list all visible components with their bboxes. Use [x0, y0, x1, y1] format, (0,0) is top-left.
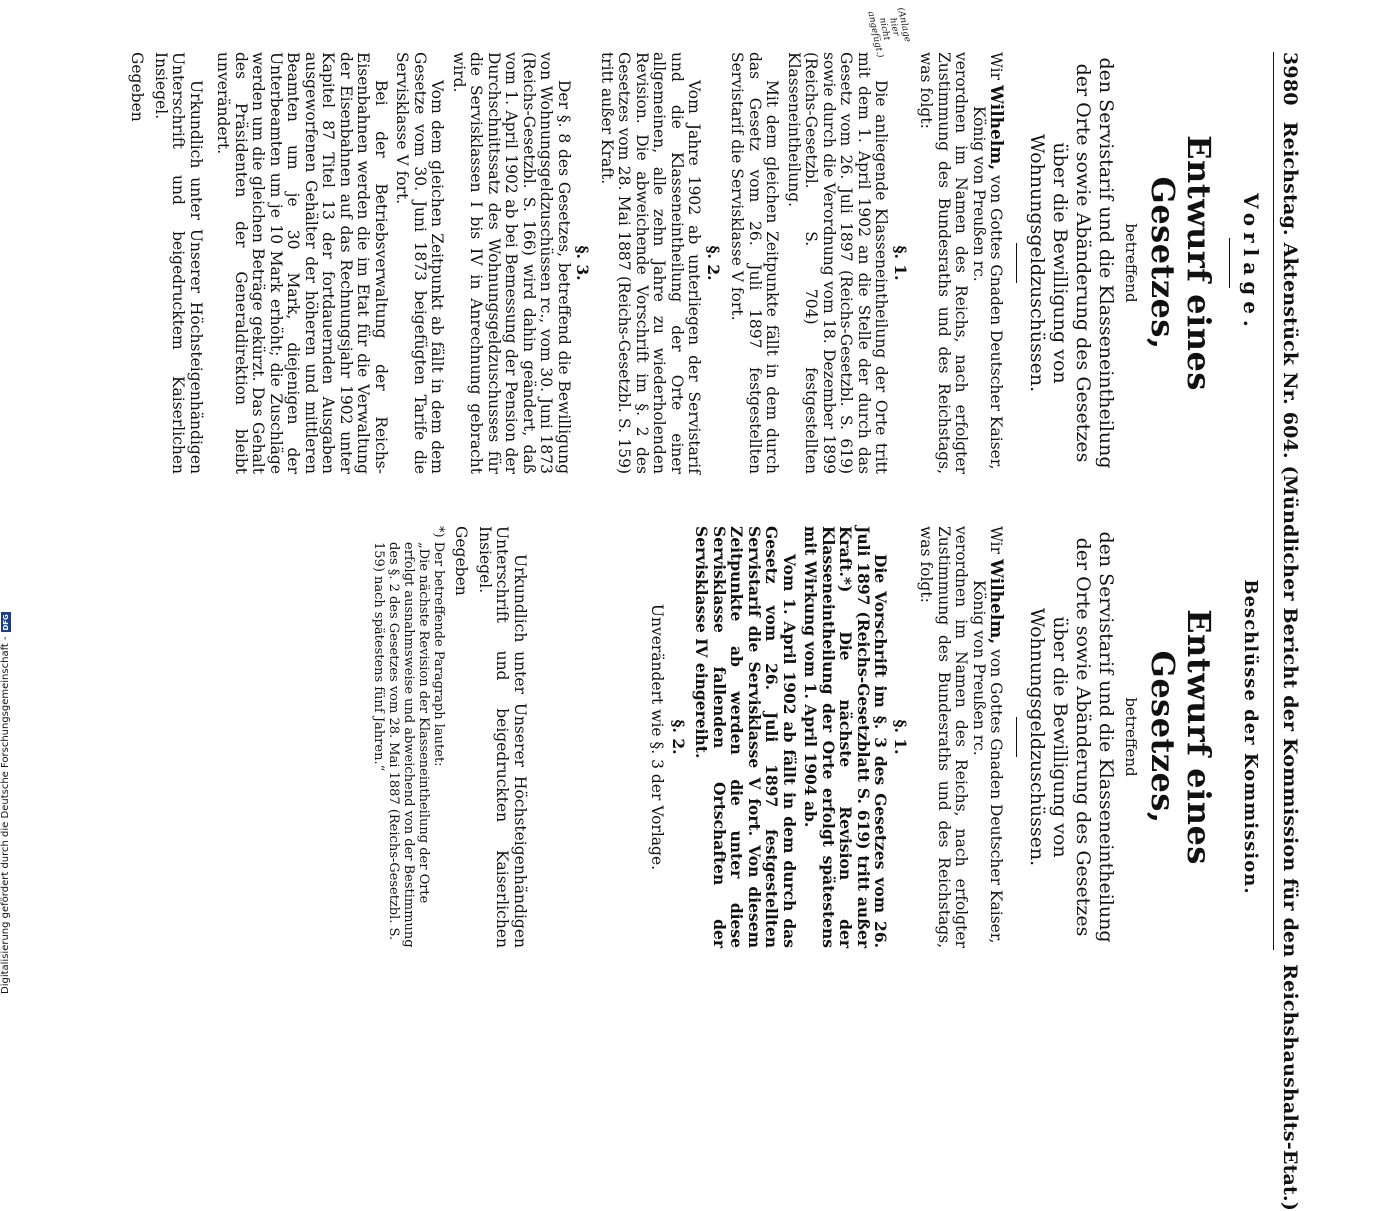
signature-formula: Urkundlich unter Unserer Höchsteigenhändigen Unterschrift und beigedrucktem Kaiserlichen Insiegel. [152, 52, 205, 474]
page-number: 3980 [1279, 52, 1301, 106]
intro-wir: Wir [987, 52, 1006, 81]
decree-text: verordnen im Namen des Reichs, nach erfolgter Zustimmung des Bundesraths und des Reichstags, was folgt: [917, 526, 971, 948]
enacting-clause [917, 526, 1005, 948]
section-number: §. 2. [704, 245, 723, 281]
section-2 [648, 526, 687, 948]
emperor-name: Wilhelm, [986, 558, 1007, 645]
signature-block [452, 526, 528, 948]
two-column-body [128, 6, 1268, 950]
section-number: §. 1. [891, 719, 910, 755]
right-column-beschluesse [128, 526, 1268, 948]
bill-subject: den Servistarif und die Klasseneintheilung der Orte sowie Abänderung des Gesetzes über die Bewilligung von Wohnungsgeldzuschüssen. [1026, 57, 1118, 469]
king-title: König von Preußen rc. [970, 106, 988, 282]
margin-note: (Anlage hier nicht angefügt.) [865, 6, 913, 59]
digitisation-credit [0, 612, 11, 994]
divider [1017, 243, 1018, 283]
section-text: Vom Jahre 1902 ab unterliegen der Servistarif und die Klasseneintheilung der Orte einer allgemeinen, alle zehn Jahre zu wiederholenden Revision. Die abweichende Vorschrift im §. 2 des Gesetzes vom 28. Mai 1887 (Reichs-Gesetzbl. S. 159) tritt außer Kraft. [598, 52, 704, 474]
emperor-title: von Gottes Gnaden Deutscher Kaiser, [987, 175, 1006, 470]
credit-text: Digitalisierung gefördert durch die Deutsche Forschungsgemeinschaft - [0, 636, 11, 994]
given-label: Gegeben [128, 52, 147, 122]
left-column-vorlage [128, 6, 1268, 474]
section-1 [693, 526, 909, 948]
betreffend-label: betreffend [1122, 223, 1140, 303]
section-text: Vom dem gleichen Zeitpunkt ab fällt in dem dem Gesetze vom 30. Juni 1873 beigefügten Tarife die Servisklasse V fort. [393, 52, 447, 474]
bill-subject: den Servistarif und die Klasseneintheilung der Orte sowie Abänderung des Gesetzes über die Bewilligung von Wohnungsgeldzuschüssen. [1026, 531, 1118, 943]
given-label: Gegeben [452, 526, 471, 596]
footnote-head: *) Der betreffende Paragraph lautet: [431, 526, 446, 767]
section-1 [728, 6, 913, 474]
section-text: Vom 1. April 1902 ab fällt in dem durch das Gesetz vom 26. Juli 1897 festgestellten Servistarif die Servisklasse V fort. Von diesem Zeitpunkte ab werden die unter diese Servisklasse fallenden Ortschaften der Servisklasse IV eingereiht. [692, 526, 799, 948]
section-number: §. 1. [891, 245, 910, 281]
decree-text: verordnen im Namen des Reichs, nach erfolgter Zustimmung des Bundesraths und des Reichstags, was folgt: [917, 52, 971, 474]
king-title: König von Preußen rc. [970, 580, 988, 756]
section-text: Mit dem gleichen Zeitpunkte fällt in dem durch das Gesetz vom 26. Juli 1897 festgestellten Servistarif die Servisklasse V fort. [728, 52, 782, 474]
section-2 [598, 52, 723, 474]
bill-title: Entwurf eines Gesetzes, [1144, 609, 1218, 865]
emperor-title: von Gottes Gnaden Deutscher Kaiser, [987, 649, 1006, 944]
section-text: Unverändert wie §. 3 der Vorlage. [648, 603, 667, 871]
section-number: §. 2. [669, 719, 688, 755]
column-heading: Vorlage. [1239, 193, 1264, 333]
section-text: Die anliegende Klasseneintheilung der Orte tritt mit dem 1. April 1902 an die Stelle der durch das Gesetz vom 26. Juli 1897 (Reichs-Gesetzbl. S. 619) sowie durch die Verordnung vom 18. Dezember 1899 (Reichs-Gesetzbl. S. 704) festgestellten Klasseneintheilung. [785, 52, 891, 474]
intro-wir: Wir [987, 526, 1006, 555]
bill-title: Entwurf eines Gesetzes, [1144, 135, 1218, 391]
running-header [1274, 52, 1301, 1211]
enacting-clause [917, 52, 1005, 474]
emperor-name: Wilhelm, [986, 84, 1007, 171]
dfg-logo-icon: DFG [1, 614, 10, 631]
column-heading: Beschlüsse der Kommission. [1240, 579, 1262, 895]
betreffend-label: betreffend [1122, 697, 1140, 777]
running-title: Reichstag. Aktenstück Nr. 604. (Mündlicher Bericht der Kommission für den Reichshaushalts-Etat.) [1279, 121, 1301, 1211]
divider [1017, 717, 1018, 757]
section-text: Die Vorschrift im §. 3 des Gesetzes vom 26. Juli 1897 (Reichs-Gesetzblatt S. 619) tritt außer Kraft.*) Die nächste Revision der Klasseneintheilung der Orte erfolgt spätestens mit Wirkung vom 1. April 1904 ab. [801, 526, 891, 948]
section-text: Der §. 8 des Gesetzes, betreffend die Bewilligung von Wohnungsgeldzuschüssen rc., vom 30. Juni 1873 (Reichs-Gesetzbl. S. 166) wird dahin geändert, daß vom 1. April 1902 ab bei Bemessung der Pension der Durchschnittssatz des Wohnungsgeldzuschusses für die Servisklassen I bis IV in Anrechnung gebracht wird. [450, 52, 573, 474]
section-number: §. 3. [573, 245, 593, 281]
signature-formula: Urkundlich unter Unserer Höchsteigenhändigen Unterschrift und beigedruckten Kaiserlichen Insiegel. [476, 526, 529, 948]
signature-block [128, 52, 204, 474]
section-3 [214, 52, 592, 474]
divider [1229, 238, 1230, 288]
footnote [371, 526, 446, 948]
footnote-body: „Die nächste Revision der Klasseneintheilung der Orte erfolgt ausnahmsweise und abweichend von der Bestimmung des §. 2 des Gesetzes vom 28. Mai 1887 (Reichs-Gesetzbl. S. 159) nach spätestens fünf Jahren.“ [371, 542, 431, 948]
section-text: Bei der Betriebsverwaltung der Reichs-Eisenbahnen werden die im Etat für die Verwaltung der Eisenbahnen auf das Rechnungsjahr 1902 unter Kapitel 87 Titel 13 der fortdauernden Ausgaben ausgeworfenen Gehälter der höheren und mittleren Beamten um je 30 Mark, diejenigen der Unterbeamten um je 10 Mark erhöht; die Zuschläge werden um die gleichen Beträge gekürzt. Das Gehalt des Präsidenten der Generaldirektion bleibt unverändert. [214, 52, 390, 474]
